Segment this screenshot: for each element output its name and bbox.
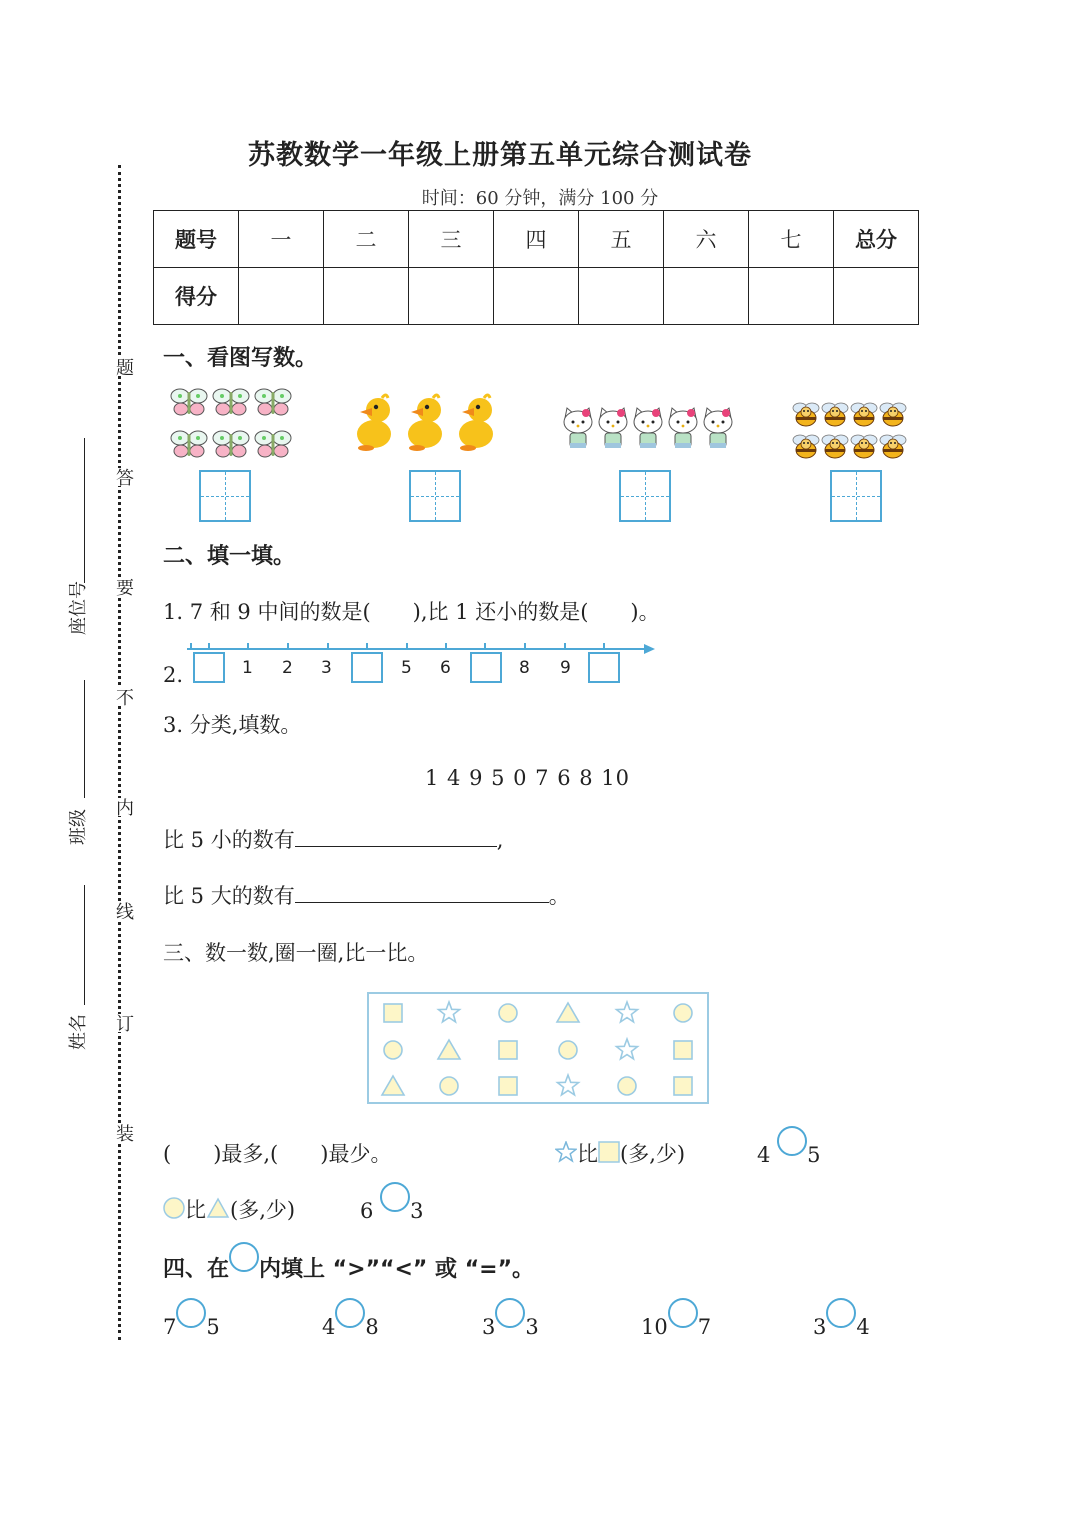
- score-header-cell: 七: [749, 211, 834, 268]
- question-3: 3. 分类,填数。: [163, 713, 302, 737]
- compare-right: 8: [365, 1315, 379, 1339]
- kitty-icon: [599, 408, 627, 448]
- star-icon[interactable]: [617, 1039, 638, 1059]
- number-line-label: 9: [560, 658, 571, 678]
- section4-heading-post: 内填上 “>”“<” 或 “=”。: [259, 1257, 535, 1282]
- compare-circle[interactable]: [335, 1298, 365, 1328]
- compare-left: 4: [322, 1315, 336, 1339]
- compare-item: [163, 1298, 220, 1339]
- number-line-blank[interactable]: [193, 652, 225, 683]
- compare-circle[interactable]: [176, 1298, 206, 1328]
- kitty-group: [560, 404, 738, 450]
- bee-icon: [822, 435, 848, 458]
- circle-icon[interactable]: [384, 1041, 402, 1059]
- score-cell[interactable]: [834, 268, 919, 325]
- compare-left: 4: [757, 1143, 771, 1167]
- score-cell[interactable]: [494, 268, 579, 325]
- number-line-blank[interactable]: [351, 652, 383, 683]
- compare-circle[interactable]: [668, 1298, 698, 1328]
- star-icon: [555, 1141, 577, 1163]
- compare-right: 3: [525, 1315, 539, 1339]
- bee-icon: [822, 403, 848, 426]
- duck-icon: [459, 395, 493, 451]
- class-field[interactable]: [84, 680, 85, 798]
- number-list: 1 4 9 5 0 7 6 8 10: [425, 766, 631, 790]
- kitty-icon: [564, 408, 592, 448]
- score-table: [153, 210, 919, 325]
- score-header-cell: 四: [494, 211, 579, 268]
- side-char: 线: [110, 902, 136, 920]
- answer-box[interactable]: [619, 470, 671, 522]
- question-1: 1. 7 和 9 中间的数是( ),比 1 还小的数是( )。: [163, 600, 660, 624]
- kitty-icon: [669, 408, 697, 448]
- page-subtitle: 时间：60 分钟，满分 100 分: [421, 188, 659, 209]
- side-char: 订: [110, 1014, 136, 1032]
- answer-box[interactable]: [409, 470, 461, 522]
- score-input-row: [154, 268, 919, 325]
- score-header-cell: 三: [409, 211, 494, 268]
- compare-left: 6: [360, 1199, 374, 1223]
- compare-circle[interactable]: [495, 1298, 525, 1328]
- triangle-icon: [206, 1197, 230, 1219]
- page-title: 苏教数学一年级上册第五单元综合测试卷: [248, 140, 752, 171]
- square-icon[interactable]: [499, 1077, 517, 1095]
- section3-heading: 三、数一数,圈一圈,比一比。: [163, 941, 429, 965]
- number-line-label: 1: [242, 658, 253, 678]
- bee-icon: [793, 403, 819, 426]
- circle-icon: [229, 1242, 259, 1272]
- score-cell[interactable]: [749, 268, 834, 325]
- duck-icon: [408, 395, 442, 451]
- butterfly-icon: [255, 431, 291, 457]
- side-char: 题: [110, 358, 136, 376]
- section4-heading: [163, 1242, 534, 1283]
- question-2-label: 2.: [163, 663, 184, 687]
- star-compare-question: [555, 1138, 685, 1168]
- shapes-svg: [369, 994, 707, 1102]
- shapes-grid: [367, 992, 709, 1104]
- score-row-label: 得分: [154, 268, 239, 325]
- side-char: 装: [110, 1124, 136, 1142]
- name-field[interactable]: [84, 885, 85, 1005]
- section1-heading: 一、看图写数。: [163, 346, 318, 371]
- kitty-icon: [704, 408, 732, 448]
- side-char: 不: [110, 688, 136, 706]
- compare-right: 5: [807, 1143, 821, 1167]
- number-line-blank[interactable]: [470, 652, 502, 683]
- compare-left: 10: [641, 1315, 668, 1339]
- triangle-icon[interactable]: [438, 1040, 460, 1059]
- answer-box[interactable]: [830, 470, 882, 522]
- butterfly-group: [168, 382, 294, 466]
- side-char: 要: [110, 578, 136, 596]
- compare-word: 比: [185, 1198, 206, 1222]
- compare-left: 3: [813, 1315, 827, 1339]
- compare-item: [641, 1298, 711, 1339]
- compare-right: 4: [856, 1315, 870, 1339]
- section4-heading-pre: 四、在: [163, 1257, 230, 1282]
- square-icon[interactable]: [384, 1004, 402, 1022]
- bee-icon: [880, 403, 906, 426]
- bee-icon: [880, 435, 906, 458]
- score-cell[interactable]: [579, 268, 664, 325]
- star-icon[interactable]: [439, 1002, 460, 1022]
- square-icon[interactable]: [499, 1041, 517, 1059]
- score-cell[interactable]: [664, 268, 749, 325]
- number-line-label: 2: [282, 658, 293, 678]
- compare-options: (多,少): [620, 1142, 686, 1166]
- butterfly-icon: [213, 389, 249, 415]
- compare-6-3: [360, 1182, 423, 1223]
- seat-number-field[interactable]: [84, 438, 85, 583]
- butterfly-icon: [213, 431, 249, 457]
- seat-number-label: 座位号: [68, 581, 89, 635]
- number-line-label: 3: [321, 658, 332, 678]
- star-icon[interactable]: [617, 1002, 638, 1022]
- score-header-cell: 题号: [154, 211, 239, 268]
- greater-than-answer[interactable]: [295, 882, 549, 903]
- circle-icon: [163, 1197, 185, 1219]
- square-icon[interactable]: [674, 1077, 692, 1095]
- answer-box[interactable]: [199, 470, 251, 522]
- section2-heading: 二、填一填。: [163, 544, 296, 569]
- compare-circle[interactable]: [826, 1298, 856, 1328]
- less-than-label: 比 5 小的数有: [163, 828, 295, 852]
- duck-group: [350, 392, 500, 456]
- circle-icon[interactable]: [499, 1004, 517, 1022]
- score-header-cell: 六: [664, 211, 749, 268]
- less-than-end: ,: [496, 828, 504, 852]
- number-line-label: 8: [519, 658, 530, 678]
- score-header-row: [154, 211, 919, 268]
- triangle-icon[interactable]: [382, 1076, 404, 1095]
- bee-group: [792, 400, 910, 466]
- bee-icon: [851, 403, 877, 426]
- less-than-answer[interactable]: [295, 826, 497, 847]
- compare-word: 比: [577, 1142, 598, 1166]
- number-line-blank[interactable]: [588, 652, 620, 683]
- score-cell[interactable]: [409, 268, 494, 325]
- side-char: 答: [110, 468, 136, 486]
- greater-than-label: 比 5 大的数有: [163, 884, 295, 908]
- compare-circle[interactable]: [777, 1126, 807, 1156]
- number-line-label: 5: [401, 658, 412, 678]
- compare-4-5: [757, 1126, 820, 1167]
- circle-icon[interactable]: [618, 1077, 636, 1095]
- star-icon[interactable]: [558, 1075, 579, 1095]
- name-label: 姓名: [68, 1014, 89, 1050]
- bee-icon: [851, 435, 877, 458]
- score-header-cell: 五: [579, 211, 664, 268]
- binding-dotted-line: [118, 165, 121, 1340]
- compare-item: [482, 1298, 539, 1339]
- kitty-icon: [634, 408, 662, 448]
- score-cell[interactable]: [324, 268, 409, 325]
- less-than-line: [163, 824, 503, 854]
- most-least-question: ( )最多,( )最少。: [163, 1142, 392, 1166]
- class-label: 班级: [68, 809, 89, 845]
- greater-than-end: 。: [548, 884, 570, 908]
- score-header-cell: 二: [324, 211, 409, 268]
- side-char: 内: [110, 798, 136, 816]
- square-icon[interactable]: [674, 1041, 692, 1059]
- circle-icon[interactable]: [559, 1041, 577, 1059]
- compare-right: 7: [697, 1315, 712, 1339]
- number-line-label: 6: [440, 658, 451, 678]
- compare-item: [813, 1298, 870, 1339]
- circle-icon[interactable]: [674, 1004, 692, 1022]
- compare-right: 3: [410, 1199, 424, 1223]
- square-icon: [598, 1141, 620, 1163]
- butterfly-icon: [171, 431, 207, 457]
- score-header-cell: 一: [239, 211, 324, 268]
- circle-icon[interactable]: [440, 1077, 458, 1095]
- circle-compare-question: [163, 1194, 295, 1224]
- bee-icon: [793, 435, 819, 458]
- butterfly-icon: [255, 389, 291, 415]
- compare-left: 7: [163, 1315, 177, 1339]
- compare-options: (多,少): [230, 1198, 296, 1222]
- greater-than-line: [163, 880, 570, 910]
- triangle-icon[interactable]: [557, 1003, 579, 1022]
- butterfly-icon: [171, 389, 207, 415]
- compare-item: [322, 1298, 379, 1339]
- compare-right: 5: [206, 1315, 220, 1339]
- compare-left: 3: [482, 1315, 496, 1339]
- duck-icon: [357, 395, 391, 451]
- score-header-cell: 总分: [834, 211, 919, 268]
- score-cell[interactable]: [239, 268, 324, 325]
- compare-circle[interactable]: [380, 1182, 410, 1212]
